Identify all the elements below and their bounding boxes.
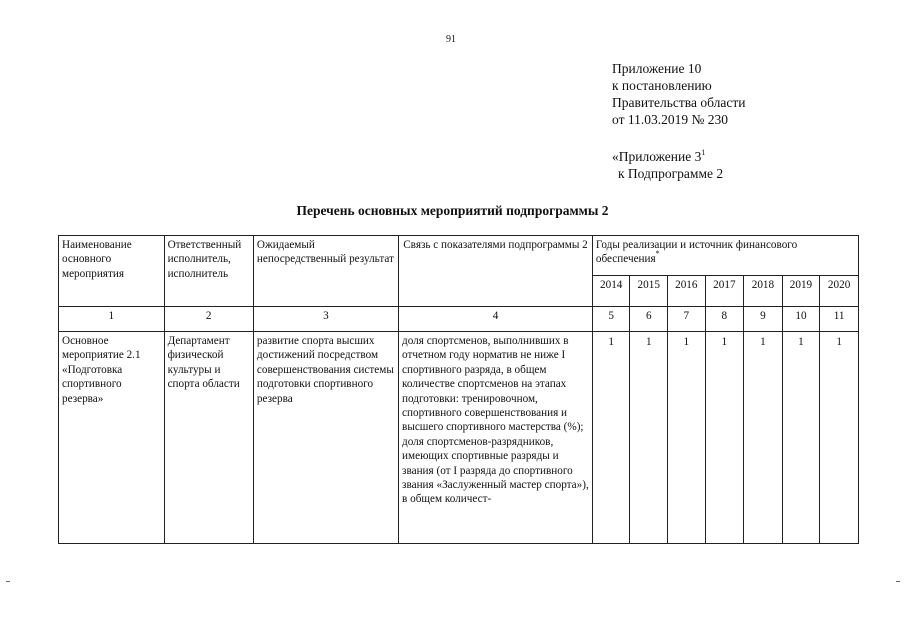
year-cell: 2017 xyxy=(705,276,744,307)
scan-edge-mark xyxy=(6,581,10,582)
activities-table xyxy=(58,235,859,544)
header-years-financing xyxy=(592,236,858,276)
column-number: 8 xyxy=(705,307,744,332)
subprogram-appendix-line: к Подпрограмме 2 xyxy=(618,166,724,181)
activity-name-cell: Основное мероприятие 2.1 «Подготовка спортивного резерва» xyxy=(59,332,165,544)
column-number: 7 xyxy=(668,307,706,332)
subprogram-appendix-line xyxy=(612,148,723,165)
year-cell: 2016 xyxy=(668,276,706,307)
column-number: 6 xyxy=(630,307,668,332)
column-number-row xyxy=(59,307,859,332)
appendix-header xyxy=(612,60,745,128)
year-cell: 2020 xyxy=(820,276,859,307)
header-years-financing-text: Годы реализации и источник финансового обеспечения xyxy=(595,239,798,266)
appendix-line: к постановлению xyxy=(612,78,712,93)
subprogram-appendix xyxy=(612,148,723,182)
year-cell: 2018 xyxy=(744,276,783,307)
superscript-mark: 1 xyxy=(701,148,706,157)
header-executor: Ответственный исполнитель, исполнитель xyxy=(164,236,253,307)
year-cell: 2015 xyxy=(630,276,668,307)
document-title: Перечень основных мероприятий подпрограммы 2 xyxy=(296,203,609,218)
header-activity-name: Наименование основного мероприятия xyxy=(59,236,165,307)
column-number: 5 xyxy=(592,307,630,332)
column-number: 9 xyxy=(744,307,783,332)
column-number: 2 xyxy=(164,307,253,332)
header-expected-result: Ожидаемый непосредственный результат xyxy=(253,236,398,307)
column-number: 10 xyxy=(782,307,820,332)
scan-edge-mark xyxy=(896,581,900,582)
year-value-cell: 1 xyxy=(820,332,859,544)
page-number: 91 xyxy=(446,34,456,45)
appendix-line: Правительства области xyxy=(612,95,746,110)
column-number: 11 xyxy=(820,307,859,332)
header-indicators: Связь с показателями подпрограммы 2 xyxy=(399,236,593,307)
year-value-cell: 1 xyxy=(705,332,744,544)
executor-cell: Департамент физической культуры и спорта области xyxy=(164,332,253,544)
column-number: 3 xyxy=(253,307,398,332)
table-header-row xyxy=(59,236,859,276)
year-cell: 2019 xyxy=(782,276,820,307)
indicators-cell: доля спортсменов, выполнивших в отчетном году норматив не ниже I спортивного разряда, в общем количестве спортсменов на этапах подготовки: тренировочном, спортивного совершенствования и высшего спортивного мастерства (%); доля спортсменов-разрядников, имеющих спортивные разряды и звания (от I разряда до спортивного звания «Заслуженный мастер спорта»), в общем количест- xyxy=(399,332,593,544)
column-number: 1 xyxy=(59,307,165,332)
year-value-cell: 1 xyxy=(630,332,668,544)
table-row xyxy=(59,332,859,544)
column-number: 4 xyxy=(399,307,593,332)
expected-result-cell: развитие спорта высших достижений посредством совершенствования системы подготовки спортивного резерва xyxy=(253,332,398,544)
year-value-cell: 1 xyxy=(782,332,820,544)
footnote-mark: * xyxy=(655,249,660,259)
year-value-cell: 1 xyxy=(668,332,706,544)
appendix-line: от 11.03.2019 № 230 xyxy=(612,112,728,127)
year-cell: 2014 xyxy=(592,276,630,307)
year-value-cell: 1 xyxy=(592,332,630,544)
year-value-cell: 1 xyxy=(744,332,783,544)
appendix-line: Приложение 10 xyxy=(612,61,702,76)
subprogram-appendix-title: «Приложение 3 xyxy=(612,149,702,164)
